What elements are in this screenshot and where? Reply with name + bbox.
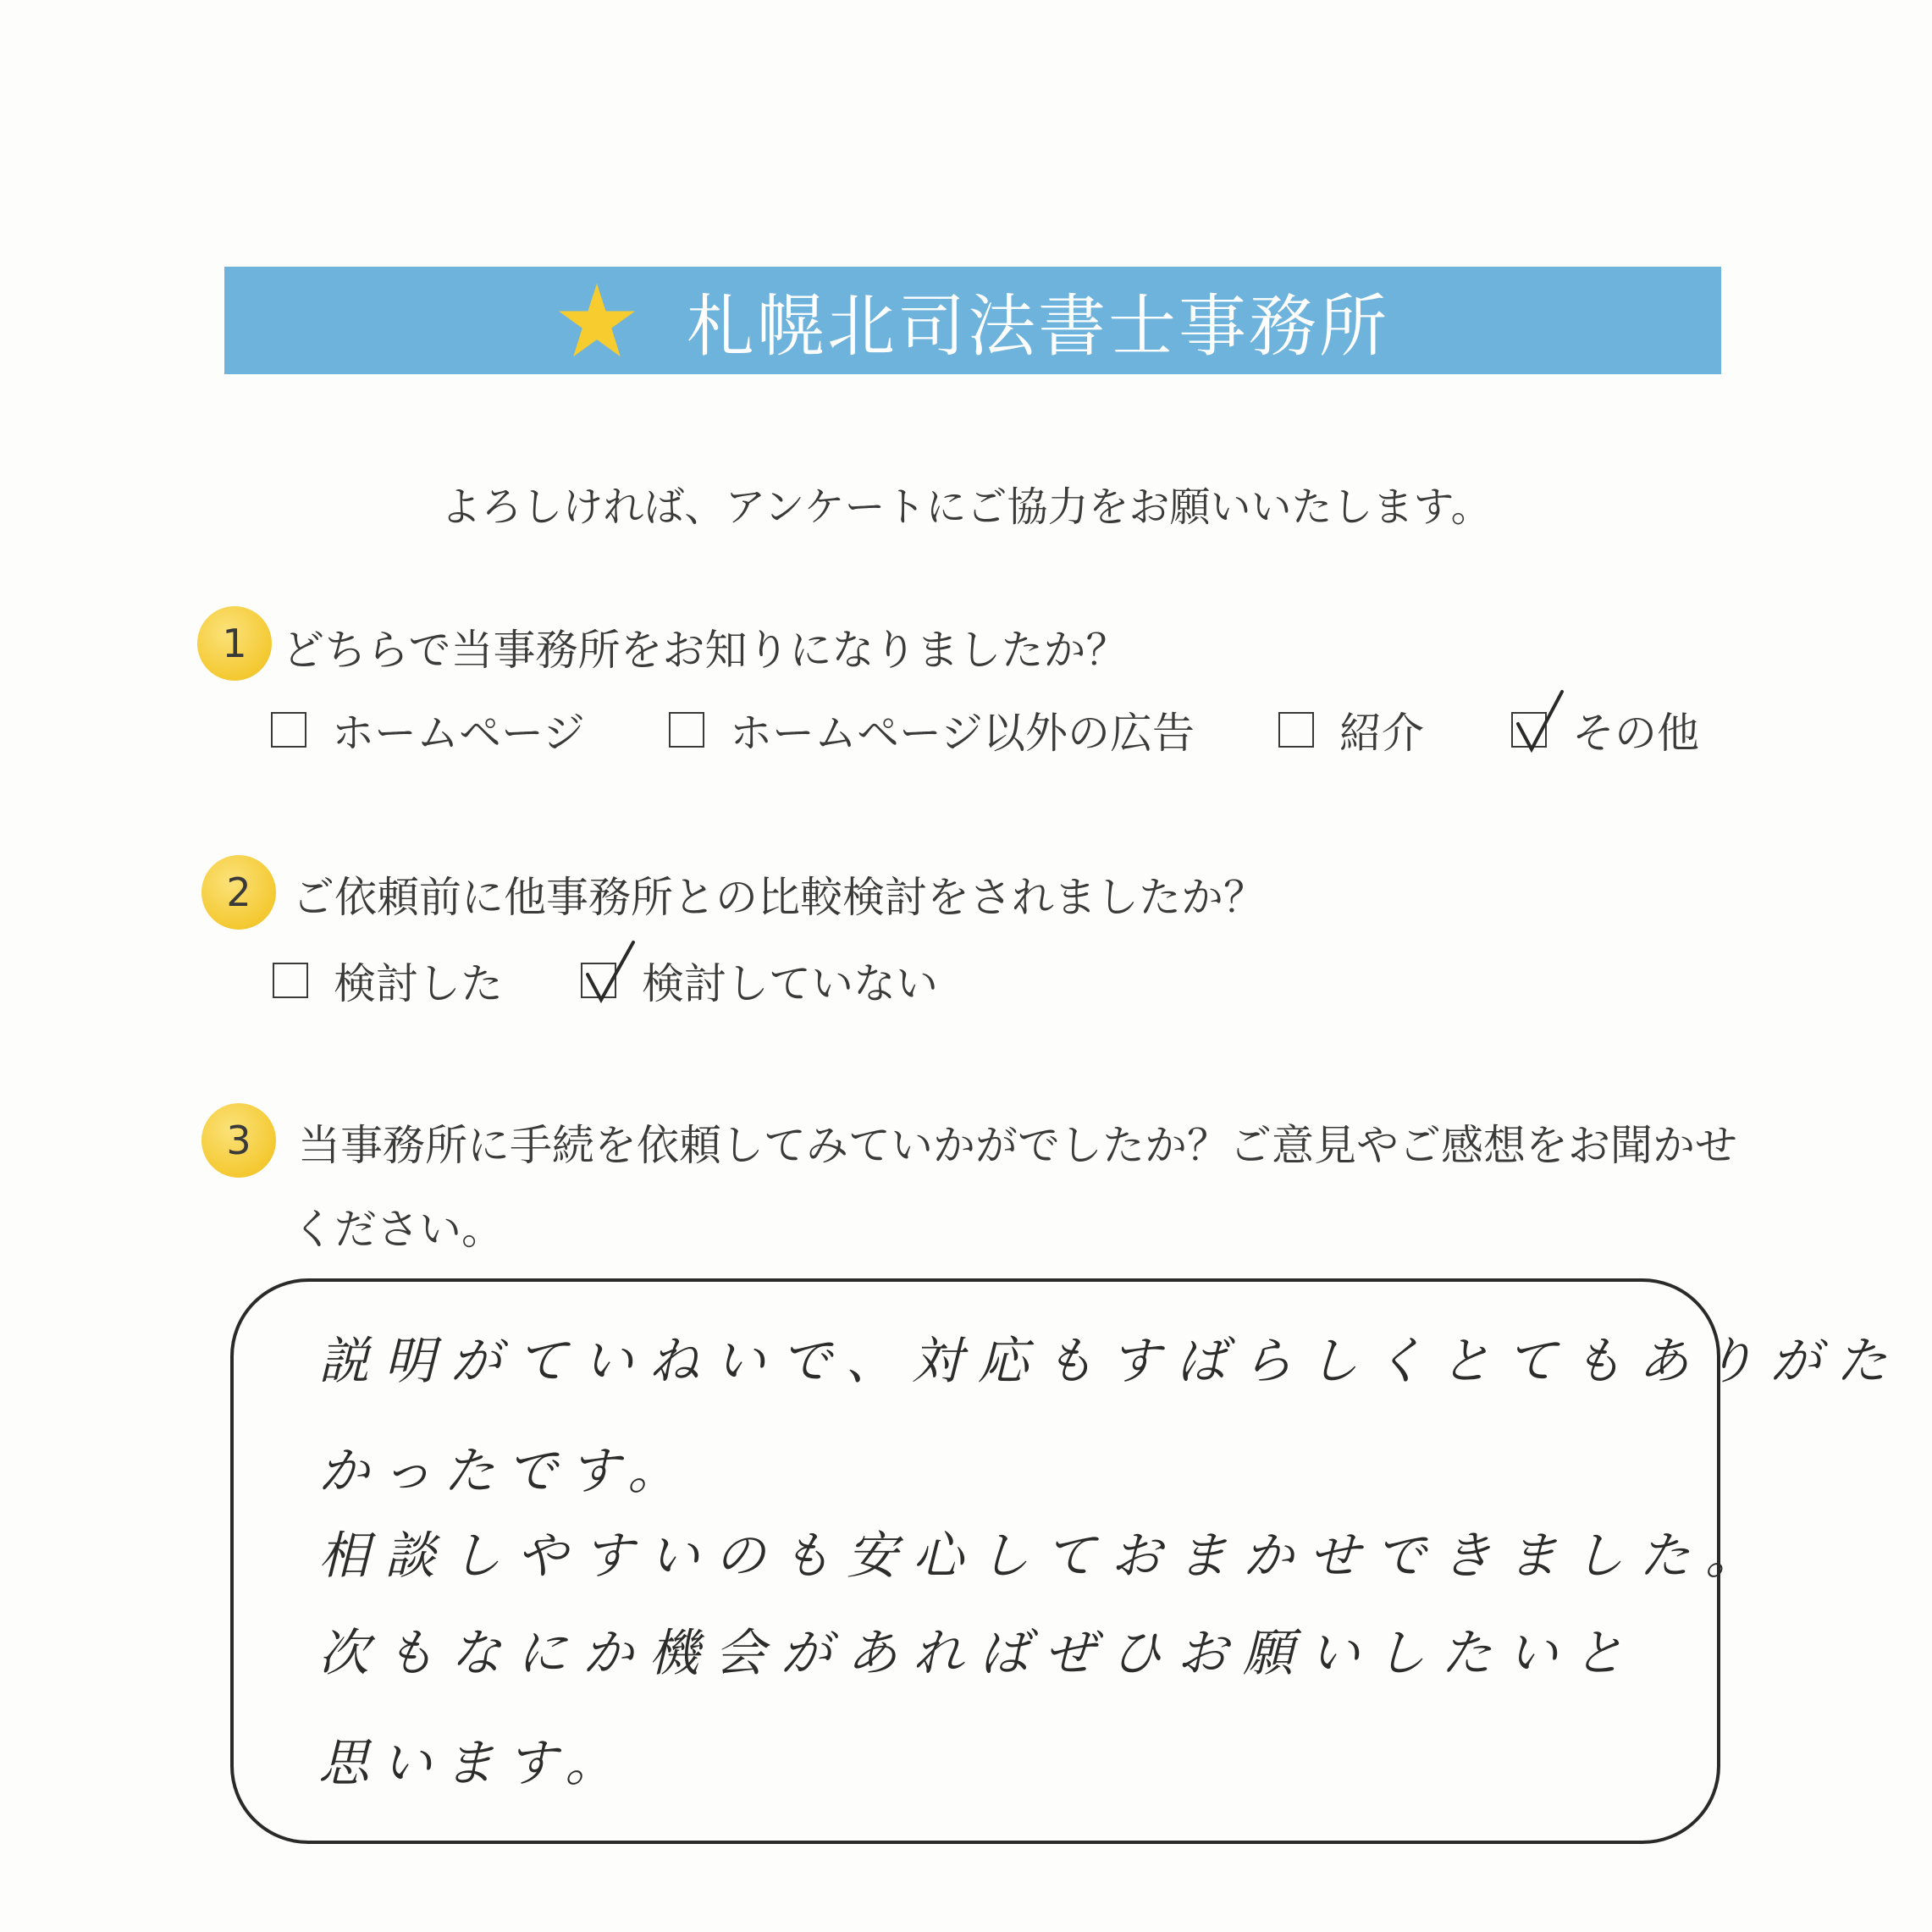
checkbox-compared[interactable] xyxy=(273,963,308,998)
question-1-number: 1 xyxy=(197,606,272,681)
checkbox-not-compared-checked[interactable] xyxy=(581,963,616,998)
option-label: ホームページ xyxy=(332,709,585,758)
checkmark-icon xyxy=(579,939,647,1007)
question-3-text-line1: 当事務所に手続を依頼してみていかがでしたか？ご意見やご感想をお聞かせ xyxy=(298,1121,1737,1170)
handwritten-answer-line-3: 相談しやすいのも安心しておまかせできました。 xyxy=(318,1526,1771,1586)
checkmark-icon xyxy=(1510,688,1577,756)
option-other-ads[interactable] xyxy=(669,699,1195,760)
option-label: その他 xyxy=(1572,709,1699,758)
question-3-number: 3 xyxy=(201,1103,276,1178)
question-2-text: ご依頼前に他事務所との比較検討をされましたか？ xyxy=(292,873,1266,922)
checkbox-referral[interactable] xyxy=(1278,712,1314,748)
handwritten-answer-line-5: 思います。 xyxy=(318,1734,628,1793)
option-referral[interactable] xyxy=(1278,699,1424,760)
checkbox-homepage[interactable] xyxy=(271,712,306,748)
checkbox-other-checked[interactable] xyxy=(1511,712,1547,748)
option-other[interactable] xyxy=(1511,699,1699,760)
option-label: 紹介 xyxy=(1339,709,1424,758)
handwritten-answer-line-2: かったです。 xyxy=(318,1442,691,1501)
handwritten-answer-line-4: 次もなにか機会があればぜひお願いしたいと xyxy=(318,1624,1639,1683)
checkbox-other-ads[interactable] xyxy=(669,712,704,748)
option-homepage[interactable] xyxy=(271,699,585,760)
intro-text: よろしければ、アンケートにご協力をお願いいたします。 xyxy=(440,483,1492,531)
question-2-number: 2 xyxy=(201,855,276,930)
office-header-banner xyxy=(224,267,1721,374)
question-1-text: どちらで当事務所をお知りになりましたか？ xyxy=(282,626,1129,675)
question-3-text-line2: ください。 xyxy=(292,1205,504,1254)
option-label: 検討した xyxy=(334,959,503,1008)
handwritten-answer-line-1: 説明がていねいで、対応もすばらしくとてもありがた xyxy=(318,1332,1902,1391)
option-compared[interactable] xyxy=(273,950,503,1011)
option-not-compared[interactable] xyxy=(581,950,938,1011)
option-label: 検討していない xyxy=(642,959,938,1008)
option-label: ホームページ以外の広告 xyxy=(730,709,1195,758)
star-icon xyxy=(556,280,638,362)
office-name: 札幌北司法書士事務所 xyxy=(687,287,1389,366)
